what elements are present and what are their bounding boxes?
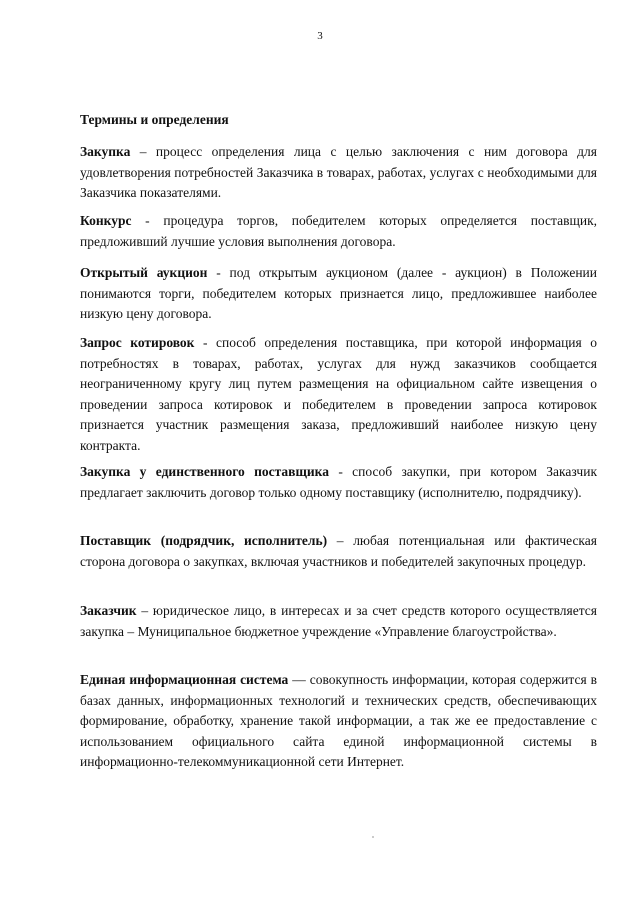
definition-term: Закупка у единственного поставщика [80,464,329,479]
definition-paragraph [80,531,597,572]
definition-paragraph [80,333,597,456]
definition-text: - под открытым аукционом (далее - аукцион) в Положении понимаются торги, победителем которых признается лицо, предложившее наиболее низкую цену договора. [80,265,597,321]
section-heading: Термины и определения [80,112,229,127]
definition-text: — совокупность информации, которая содержится в базах данных, информационных технологий и технических средств, обеспечивающих формирование, обработку, хранение такой информации, а так же ее предоставление с использованием официального сайта единой информационной системы в информационно-телекоммуникационной сети Интернет. [80,672,598,769]
definition-paragraph [80,670,597,773]
definition-term: Запрос котировок [80,335,195,350]
definition-text: - способ определения поставщика, при которой информация о потребностях в товарах, работах, услугах для нужд заказчиков сообщается неограниченному кругу лиц путем размещения на официальном сайте извещения о проведении запроса котировок и победителем в проведении запроса котировок признается участник размещения заказа, предложивший наиболее низкую цену контракта. [80,335,597,453]
definition-text: - способ закупки, при котором Заказчик предлагает заключить договор только одному поставщику (исполнителю, подрядчику). [80,464,597,500]
definition-text: – процесс определения лица с целью заключения с ним договора для удовлетворения потребностей Заказчика в товарах, работах, услугах с необходимыми для Заказчика показателями. [80,144,597,200]
definition-paragraph [80,142,597,204]
definition-text: – любая потенциальная или фактическая сторона договора о закупках, включая участников и победителей закупочных процедур. [80,533,597,569]
definition-paragraph [80,263,597,325]
definition-paragraph [80,211,597,252]
definition-term: Единая информационная система [80,672,289,687]
definition-term: Заказчик [80,603,137,618]
definition-text: - процедура торгов, победителем которых определяется поставщик, предложивший лучшие условия выполнения договора. [80,213,597,249]
definition-paragraph [80,462,597,503]
definition-term: Открытый аукцион [80,265,208,280]
definition-text: – юридическое лицо, в интересах и за счет средств которого осуществляется закупка – Муниципальное бюджетное учреждение «Управление благоустройства». [80,603,597,639]
definition-term: Конкурс [80,213,132,228]
definition-term: Поставщик (подрядчик, исполнитель) [80,533,328,548]
definition-paragraph [80,601,597,642]
page-number: 3 [317,30,323,42]
definition-term: Закупка [80,144,131,159]
scan-speck [372,836,374,838]
